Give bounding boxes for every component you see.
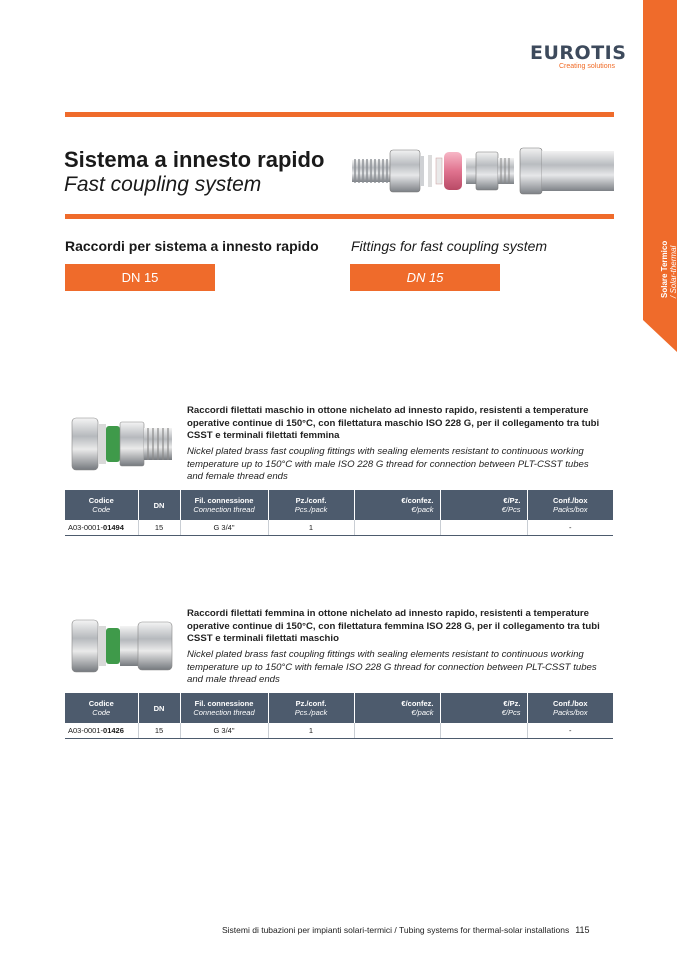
cell-price-pc bbox=[440, 520, 527, 535]
col-price-pc: €/Pz. €/Pcs bbox=[440, 490, 527, 520]
page-number: 115 bbox=[575, 925, 590, 935]
col-price-pack: €/confez. €/pack bbox=[354, 693, 440, 723]
green-seal bbox=[106, 426, 120, 462]
col-dn: DN bbox=[138, 490, 180, 520]
footer-text: Sistemi di tubazioni per impianti solari-termici / Tubing systems for thermal-solar installations bbox=[222, 925, 570, 935]
col-thread: Fil. connessione Connection thread bbox=[180, 490, 268, 520]
brand-tagline: Creating solutions bbox=[558, 63, 615, 70]
green-seal bbox=[106, 628, 120, 664]
product-1-table bbox=[65, 490, 613, 536]
male-fitting-image bbox=[70, 412, 180, 476]
cell-price-pack bbox=[354, 723, 440, 738]
col-pack: Pz./conf. Pcs./pack bbox=[268, 490, 354, 520]
brand-logo bbox=[530, 42, 627, 70]
page-footer bbox=[222, 925, 590, 935]
cell-box: - bbox=[527, 723, 613, 738]
cell-pack: 1 bbox=[268, 520, 354, 535]
dn-badge-en: DN 15 bbox=[350, 264, 500, 291]
product-2-table bbox=[65, 693, 613, 739]
table-header-row bbox=[65, 490, 613, 520]
hex-nut bbox=[390, 150, 420, 192]
cell-pack: 1 bbox=[268, 723, 354, 738]
product-1-description-en: Nickel plated brass fast coupling fittings with sealing elements resistant to continuous working temperature up to 150°C with male ISO 228 G thread for connection between PLT-CSST tubes and female thread ends bbox=[187, 446, 589, 482]
cell-dn: 15 bbox=[138, 520, 180, 535]
steel-pipe bbox=[542, 151, 614, 191]
side-tab-label-en: / Solar-thermal bbox=[669, 245, 678, 298]
top-divider bbox=[65, 112, 614, 117]
cell-code: A03-0001-01494 bbox=[65, 520, 138, 535]
coupling-assembly-image bbox=[344, 138, 614, 206]
page-title-it: Sistema a innesto rapido bbox=[64, 147, 325, 172]
brand-name: EUROTIS bbox=[530, 42, 627, 64]
corrugated-tube bbox=[352, 159, 390, 183]
product-2-description-it: Raccordi filettati femmina in ottone nichelato ad innesto rapido, resistenti a temperature operative continue di 150°C, con filettatura femmina ISO 228 G, per il collegamento tra tubi CSST e terminali filettati maschio bbox=[187, 608, 600, 644]
cell-thread: G 3/4" bbox=[180, 723, 268, 738]
side-tab-label bbox=[660, 241, 678, 298]
col-thread: Fil. connessione Connection thread bbox=[180, 693, 268, 723]
cell-code: A03-0001-01426 bbox=[65, 723, 138, 738]
table-row bbox=[65, 520, 613, 535]
pink-seal bbox=[444, 152, 462, 190]
section-subtitle-en: Fittings for fast coupling system bbox=[351, 238, 548, 254]
col-price-pack: €/confez. €/pack bbox=[354, 490, 440, 520]
col-box: Conf./box Packs/box bbox=[527, 490, 613, 520]
section-subtitle-it: Raccordi per sistema a innesto rapido bbox=[65, 238, 319, 254]
cell-price-pc bbox=[440, 723, 527, 738]
cell-thread: G 3/4" bbox=[180, 520, 268, 535]
table-header-row bbox=[65, 693, 613, 723]
fitting-body bbox=[476, 152, 498, 190]
cell-price-pack bbox=[354, 520, 440, 535]
col-box: Conf./box Packs/box bbox=[527, 693, 613, 723]
side-tab-corner bbox=[643, 320, 677, 352]
table-row bbox=[65, 723, 613, 738]
col-code: Codice Code bbox=[65, 490, 138, 520]
product-1-description-it: Raccordi filettati maschio in ottone nichelato ad innesto rapido, resistenti a temperature operative continue di 150°C, con filettatura maschio ISO 228 G, per il collegamento tra tubi CSST e terminali filettati femmina bbox=[187, 405, 600, 441]
coupling-nut bbox=[520, 148, 542, 194]
product-2-description-en: Nickel plated brass fast coupling fittings with sealing elements resistant to continuous working temperature up to 150°C with female ISO 228 G thread for connection between PLT-CSST tubes and male thread ends bbox=[187, 649, 597, 685]
col-code: Codice Code bbox=[65, 693, 138, 723]
col-price-pc: €/Pz. €/Pcs bbox=[440, 693, 527, 723]
washer bbox=[428, 155, 432, 187]
side-tab-label-it: Solare Termico bbox=[660, 240, 669, 298]
dn-badge-it: DN 15 bbox=[65, 264, 215, 291]
col-pack: Pz./conf. Pcs./pack bbox=[268, 693, 354, 723]
col-dn: DN bbox=[138, 693, 180, 723]
cell-dn: 15 bbox=[138, 723, 180, 738]
title-divider bbox=[65, 214, 614, 219]
page-title-en: Fast coupling system bbox=[64, 173, 262, 196]
cell-box: - bbox=[527, 520, 613, 535]
female-fitting-image bbox=[70, 614, 180, 678]
